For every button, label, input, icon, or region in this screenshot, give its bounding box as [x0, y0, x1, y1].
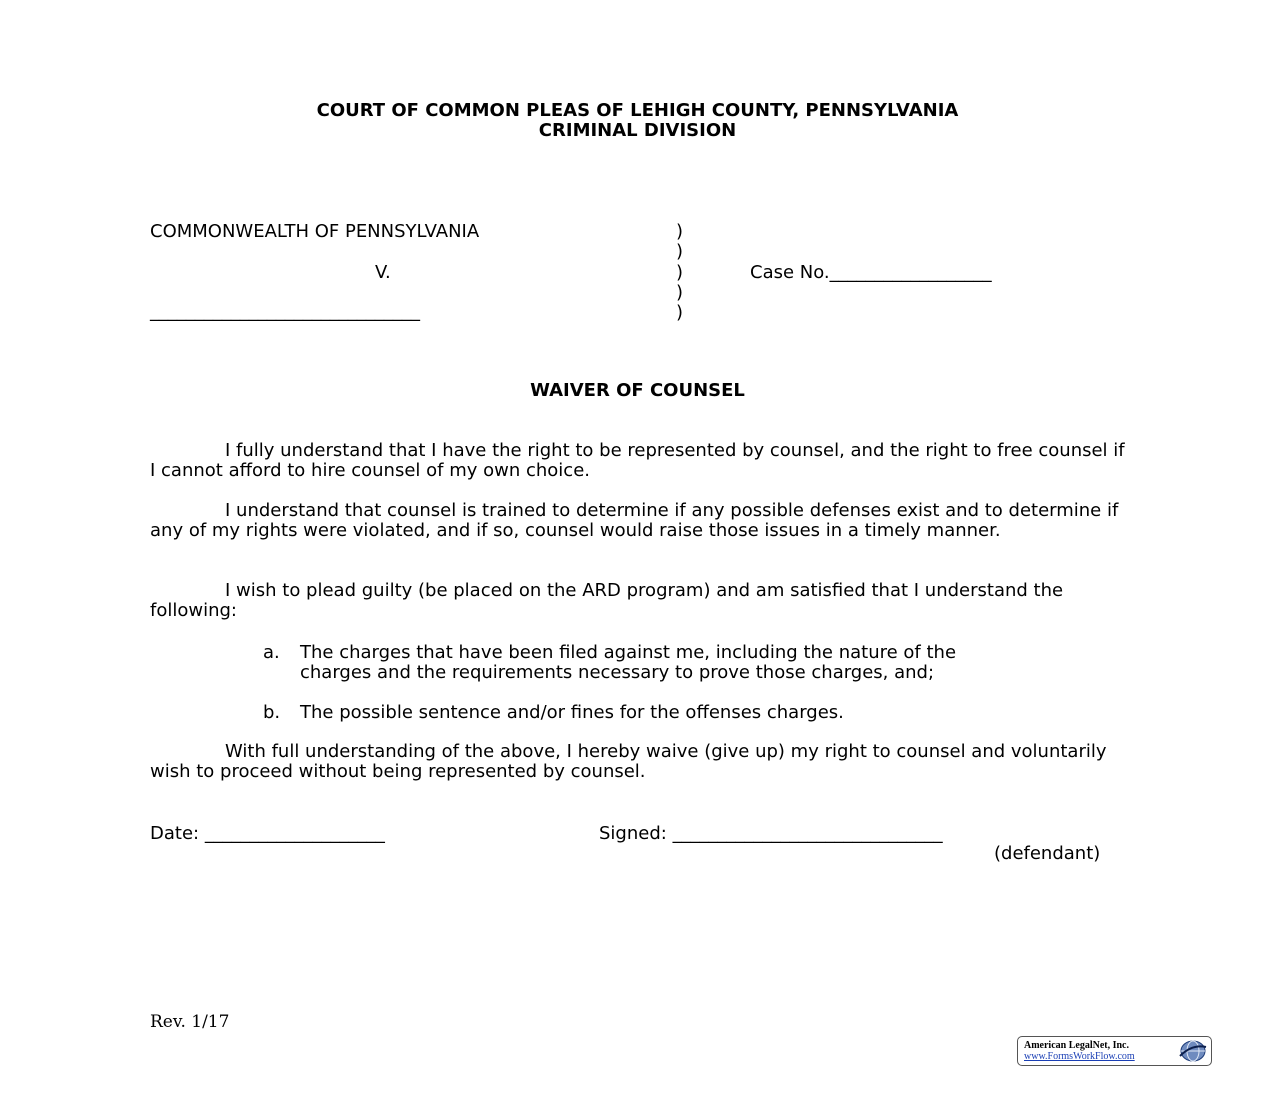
- paragraph-4: [150, 742, 1130, 782]
- plaintiff-name: COMMONWEALTH OF PENNSYLVANIA: [150, 221, 480, 242]
- paragraph-4-text: With full understanding of the above, I hereby waive (give up) my right to counsel and voluntarily wish to proceed without being represented by counsel.: [150, 741, 1107, 782]
- paragraph-2: [150, 501, 1130, 541]
- paragraph-1-text: I fully understand that I have the right to be represented by counsel, and the right to free counsel if I cannot afford to hire counsel of my own choice.: [150, 440, 1125, 481]
- caption-paren: ): [676, 221, 684, 242]
- date-field: [150, 823, 385, 844]
- list-item-a-marker: a.: [263, 642, 280, 663]
- paragraph-3: [150, 581, 1130, 621]
- logo-url[interactable]: www.FormsWorkFlow.com: [1024, 1051, 1135, 1062]
- case-number-label: Case No.: [750, 262, 830, 283]
- revision-label: Rev. 1/17: [150, 1012, 230, 1032]
- american-legalnet-logo[interactable]: [1017, 1036, 1212, 1066]
- document-title: WAIVER OF COUNSEL: [530, 380, 745, 401]
- signed-label: Signed:: [599, 823, 667, 844]
- defendant-name-blank[interactable]: ______________________________: [150, 301, 420, 322]
- caption-paren: ): [676, 282, 684, 303]
- list-item-a-line1: The charges that have been filed against me, including the nature of the: [300, 642, 957, 663]
- signature-field: [599, 823, 943, 844]
- division-title: CRIMINAL DIVISION: [538, 120, 737, 141]
- paragraph-2-text: I understand that counsel is trained to determine if any possible defenses exist and to determine if any of my rights were violated, and if so, counsel would raise those issues in a timely manner.: [150, 500, 1119, 541]
- list-item-a-line2: charges and the requirements necessary to prove those charges, and;: [300, 662, 935, 683]
- paragraph-3-text: I wish to plead guilty (be placed on the ARD program) and am satisfied that I understand the following:: [150, 580, 1064, 621]
- caption-paren: ): [676, 241, 684, 262]
- paragraph-1: [150, 441, 1130, 481]
- defendant-role-label: (defendant): [994, 843, 1101, 864]
- list-item-b-marker: b.: [263, 702, 281, 723]
- globe-icon: [1177, 1039, 1207, 1063]
- versus-label: V.: [375, 262, 391, 283]
- list-item-b-text: The possible sentence and/or fines for the offenses charges.: [300, 702, 844, 723]
- date-blank[interactable]: ____________________: [204, 823, 385, 844]
- caption-paren: ): [676, 302, 684, 323]
- case-number-blank[interactable]: __________________: [829, 262, 992, 283]
- caption-paren: ): [676, 262, 684, 283]
- logo-company-name: American LegalNet, Inc.: [1024, 1040, 1129, 1051]
- court-title: COURT OF COMMON PLEAS OF LEHIGH COUNTY, PENNSYLVANIA: [316, 100, 959, 121]
- case-number-field: [750, 262, 992, 283]
- date-label: Date:: [150, 823, 200, 844]
- signature-blank[interactable]: ______________________________: [672, 823, 943, 844]
